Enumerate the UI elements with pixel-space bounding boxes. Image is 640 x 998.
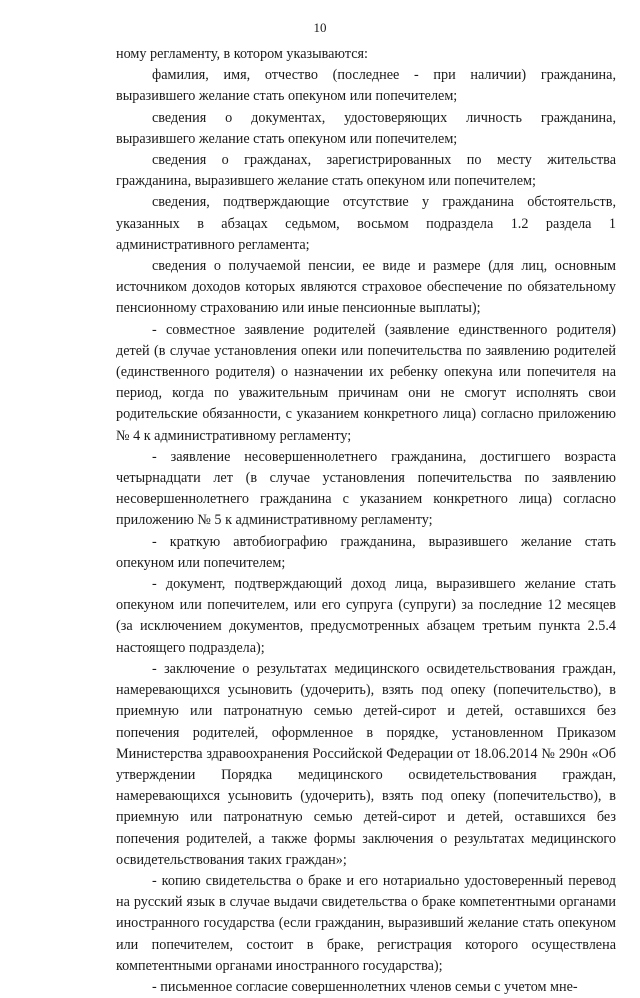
paragraph: - письменное согласие совершеннолетних членов семьи с учетом мне- — [152, 978, 578, 995]
paragraph: - совместное заявление родителей (заявление единственного родителя) детей (в случае установления опеки или попечительства по заявлению родителей (единственного родителя) о назначении их ребенку опекуна или попечителя на период, когда по уважительным причинам они не смогут исполнять свои родительские обязанности, с указанием конкретного лица) согласно приложению № 4 к административному регламенту; — [116, 321, 616, 444]
paragraph: сведения о гражданах, зарегистрированных по месту жительства гражданина, выразившего желание стать опекуном или попечителем; — [116, 152, 616, 190]
paragraph: фамилия, имя, отчество (последнее - при наличии) гражданина, выразившего желание стать опекуном или попечителем; — [116, 67, 616, 105]
paragraph: ному регламенту, в котором указываются: — [116, 46, 368, 62]
paragraph: - заявление несовершеннолетнего гражданина, достигшего возраста четырнадцати лет (в случае установления попечительства по заявлению несовершеннолетнего гражданина с указанием конкретного лица) согласно приложению № 5 к административному регламенту; — [116, 448, 616, 529]
paragraph: - копию свидетельства о браке и его нотариально удостоверенный перевод на русский язык в случае выдачи свидетельства о браке компетентными органами иностранного государства (если гражданин, выразивший желание стать опекуном или попечителем, состоит в браке, регистрация которого осуществлена компетентными органами иностранного государства); — [116, 872, 616, 974]
paragraph: - документ, подтверждающий доход лица, выразившего желание стать опекуном или попечителем, или его супруга (супруги) за последние 12 месяцев (за исключением документов, предусмотренных абзацем третьим пункта 2.5.4 настоящего подраздела); — [116, 576, 616, 656]
paragraph: сведения о документах, удостоверяющих личность гражданина, выразившего желание стать опекуном или попечителем; — [116, 109, 616, 147]
paragraph: - краткую автобиографию гражданина, выразившего желание стать опекуном или попечителем; — [116, 533, 616, 571]
page-number: 10 — [313, 20, 327, 35]
paragraph: - заключение о результатах медицинского освидетельствования граждан, намеревающихся усыновить (удочерить), взять под опеку (попечительство), в приемную или патронатную семью детей-сирот и детей, оставшихся без попечения родителей, оформленное в порядке, установленном Приказом Министерства здравоохранения Российской Федерации от 18.06.2014 № 290н «Об утверждении Порядка медицинского освидетельствования граждан, намеревающихся усыновить (удочерить), взять под опеку (попечительство), в приемную или патронатную семью детей-сирот и детей, оставшихся без попечения родителей, а также формы заключения о результатах медицинского освидетельствования таких граждан»; — [116, 660, 616, 868]
body-text — [116, 44, 616, 998]
paragraph: сведения, подтверждающие отсутствие у гражданина обстоятельств, указанных в абзацах седьмом, восьмом подраздела 1.2 раздела 1 административного регламента; — [116, 194, 616, 253]
paragraph: сведения о получаемой пенсии, ее виде и размере (для лиц, основным источником доходов которых являются страховое обеспечение по обязательному пенсионному страхованию или иные пенсионные выплаты); — [116, 258, 616, 317]
